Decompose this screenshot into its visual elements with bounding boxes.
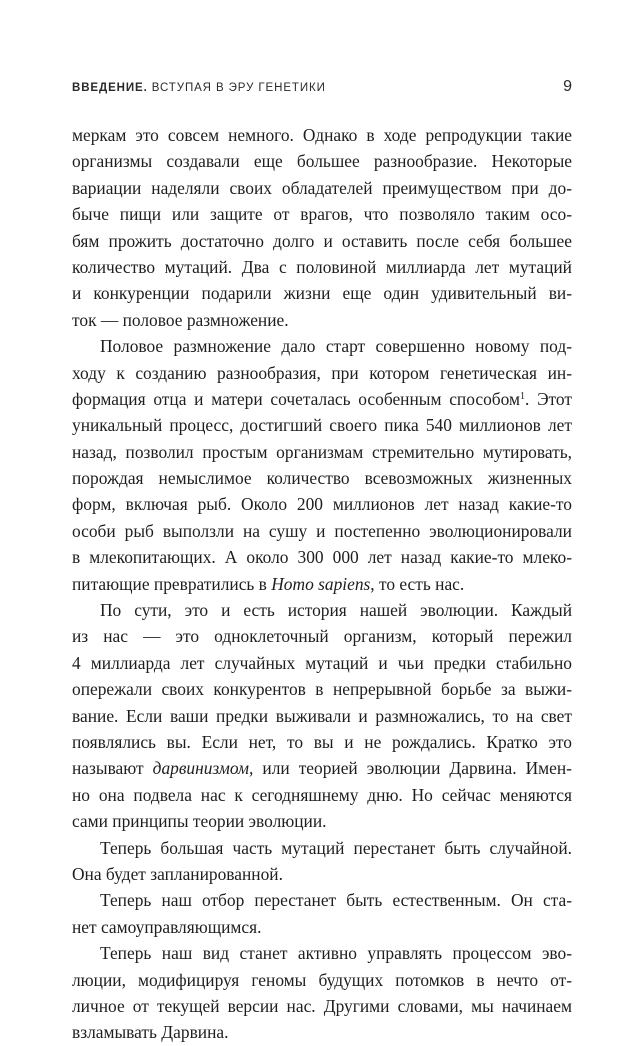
footnote-marker[interactable]: 1 <box>520 390 525 402</box>
text-line: порождая немыслимое количество всевозможных жизненных <box>72 468 572 489</box>
text-line <box>72 386 572 412</box>
text-line: ходу к созданию разнообразия, при котором генетическая ин- <box>72 362 572 383</box>
text-segment: Имен- <box>525 758 572 779</box>
text-line: особи рыб выползли на сушу и постепенно эволюционировали <box>72 520 572 541</box>
text-line: взламывать Дарвина. <box>72 1022 229 1043</box>
text-line: и конкуренции подарили жизни еще один удивительный ви- <box>72 283 572 304</box>
text-segment: . Этот <box>525 388 572 409</box>
text-line: назад, позволил простым организмам стремительно мутировать, <box>72 441 572 462</box>
text-segment: формация отца и матери сочеталась особенным способом <box>72 388 520 409</box>
paragraph-2 <box>72 333 572 597</box>
text-line: организмы создавали еще большее разнообразие. Некоторые <box>72 151 572 172</box>
text-line: люции, модифицируя геномы будущих потомков в нечто от- <box>72 969 572 990</box>
text-line: появлялись вы. Если нет, то вы и не рождались. Кратко это <box>72 731 572 752</box>
text-line: быче пищи или защите от врагов, что позволяло таким осо- <box>72 204 572 225</box>
paragraph-1 <box>72 122 572 333</box>
page-number: 9 <box>563 78 572 95</box>
body-text <box>72 122 572 1046</box>
text-segment: называют <box>72 758 153 779</box>
text-line: сами принципы теории эволюции. <box>72 811 327 832</box>
text-line: Теперь большая часть мутаций перестанет быть случайной. <box>100 837 572 858</box>
text-line <box>72 755 572 781</box>
chapter-title: ВСТУПАЯ В ЭРУ ГЕНЕТИКИ <box>151 82 326 94</box>
text-line: из нас — это одноклеточный организм, который пережил <box>72 626 572 647</box>
text-line: нет самоуправляющимся. <box>72 916 262 937</box>
text-line: вариации наделяли своих обладателей преимуществом при до- <box>72 177 572 198</box>
text-line: форм, включая рыб. Около 200 миллионов лет назад какие-то <box>72 494 572 515</box>
text-line: Теперь наш отбор перестанет быть естественным. Он ста- <box>100 890 572 911</box>
text-segment: или теорией эволюции Дарвина. <box>253 758 517 779</box>
text-line: Она будет запланированной. <box>72 863 283 884</box>
text-line: Теперь наш вид станет активно управлять процессом эво- <box>100 943 572 964</box>
text-line: вание. Если ваши предки выживали и размножались, то на свет <box>72 705 572 726</box>
text-line: уникальный процесс, достигший своего пика 540 миллионов лет <box>72 415 572 436</box>
text-line: но она подвела нас к сегодняшнему дню. Но сейчас меняются <box>72 784 572 805</box>
text-line: ток — половое размножение. <box>72 309 289 330</box>
text-line: личное от текущей версии нас. Другими словами, мы начинаем <box>72 995 572 1016</box>
text-line: Половое размножение дало старт совершенно новому под- <box>100 336 572 357</box>
text-line: количество мутаций. Два с половиной миллиарда лет мутаций <box>72 256 572 277</box>
text-segment: , то есть нас. <box>370 573 465 594</box>
paragraph-5 <box>72 887 572 940</box>
italic-term: Homo sapiens <box>271 573 371 594</box>
paragraph-6 <box>72 940 572 1046</box>
text-line: По сути, это и есть история нашей эволюции. Каждый <box>100 600 572 621</box>
text-line <box>72 571 572 597</box>
text-segment: питающие превратились в <box>72 573 272 594</box>
text-line: 4 миллиарда лет случайных мутаций и чьи предки стабильно <box>72 652 572 673</box>
text-line: бям прожить достаточно долго и оставить после себя большее <box>72 230 572 251</box>
text-line: меркам это совсем немного. Однако в ходе репродукции такие <box>72 125 572 145</box>
text-line: опережали своих конкурентов в непрерывной борьбе за выжи- <box>72 679 572 700</box>
paragraph-3 <box>72 597 572 835</box>
italic-term: дарвинизмом, <box>152 758 254 779</box>
text-line: в млекопитающих. А около 300 000 лет назад какие-то млеко- <box>72 547 572 568</box>
chapter-label: ВВЕДЕНИЕ. <box>72 82 148 94</box>
running-head <box>72 82 572 94</box>
paragraph-4 <box>72 835 572 888</box>
